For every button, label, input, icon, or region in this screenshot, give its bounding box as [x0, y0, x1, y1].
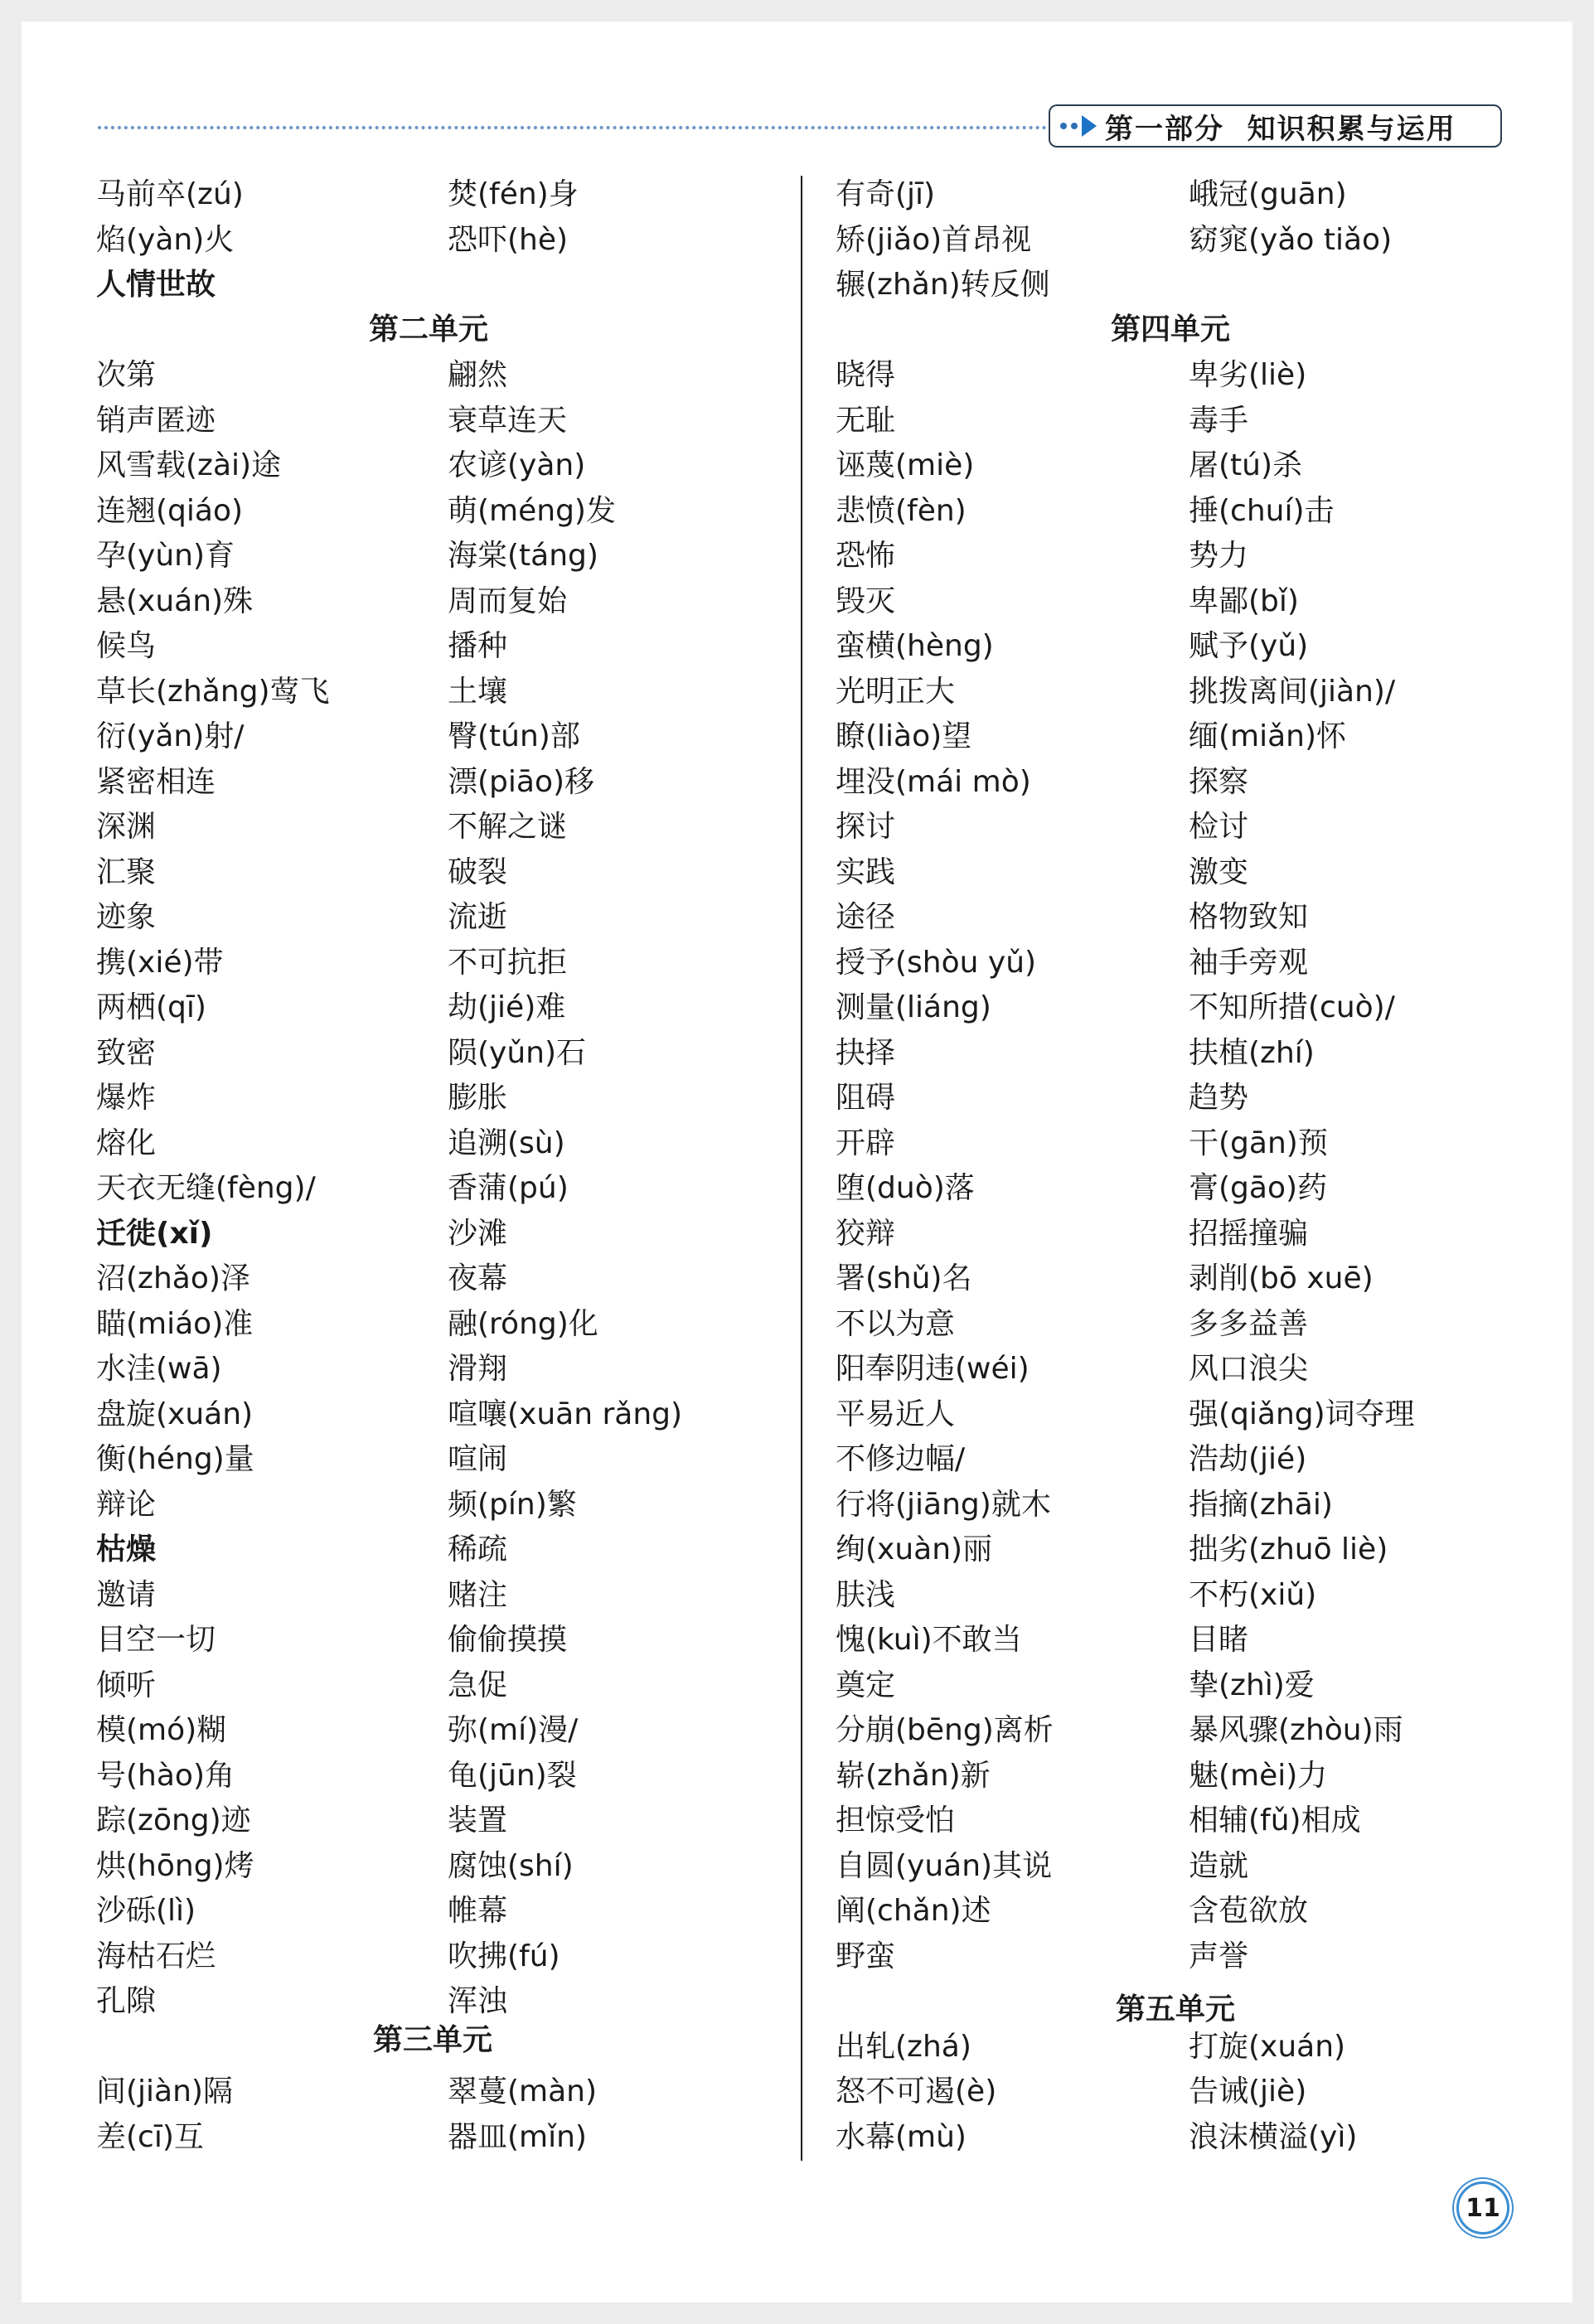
vocab-item: 翩然 [448, 358, 508, 392]
vocab-item: 毁灭 [836, 583, 896, 618]
vocab-item: 翠蔓(màn) [448, 2075, 598, 2109]
vocab-item: 相辅(fǔ)相成 [1189, 1804, 1361, 1837]
vocab-item: 紧密相连 [96, 764, 216, 799]
vocab-item: 膏(gāo)药 [1189, 1171, 1328, 1205]
vocab-item: 衍(yǎn)射/ [96, 719, 245, 753]
vocab-item [448, 263, 682, 308]
section-title: 第一部分 知识积累与运用 [1105, 112, 1456, 146]
vocab-item: 途径 [836, 900, 896, 934]
vocab-item: 孕(yùn)育 [96, 539, 235, 573]
vocab-item: 迁徙(xǐ) [96, 1216, 213, 1251]
vocab-item: 土壤 [448, 674, 508, 709]
vocab-item: 平易近人 [836, 1397, 956, 1431]
vocab-item: 销声匿迹 [96, 403, 216, 438]
vocab-item: 辗(zhǎn)转反侧 [836, 268, 1050, 302]
vocab-item: 龟(jūn)裂 [448, 1758, 577, 1793]
vocab-item: 海枯石烂 [96, 1939, 216, 1973]
vocab-item [96, 308, 330, 354]
vocab-item: 赌注 [448, 1577, 508, 1612]
vocab-item: 浩劫(jié) [1189, 1442, 1307, 1476]
vocab-item: 分崩(bēng)离析 [836, 1713, 1054, 1747]
vocab-item: 出轧(zhá) [836, 2029, 971, 2064]
vocab-item: 恐怖 [836, 539, 896, 573]
vocab-item: 无耻 [836, 403, 896, 438]
vocab-item: 自圆(yuán)其说 [836, 1848, 1053, 1883]
vocab-item: 崭(zhǎn)新 [836, 1758, 991, 1793]
vocab-item: 器皿(mǐn) [448, 2119, 587, 2154]
vocab-item: 两栖(qī) [96, 990, 206, 1024]
vocab-item: 不可抗拒 [448, 945, 568, 980]
vocab-item: 农谚(yàn) [448, 448, 586, 482]
vocab-item: 干(gān)预 [1189, 1126, 1328, 1160]
vocab-item: 盘旋(xuán) [96, 1397, 254, 1431]
section-header-tab [1049, 104, 1502, 148]
unit-heading-3: 第三单元 [372, 2023, 493, 2057]
vocab-item: 趋势 [1189, 1081, 1249, 1115]
vocab-item: 卑劣(liè) [1189, 358, 1307, 392]
vocab-item: 喧闹 [448, 1442, 508, 1476]
vocab-item: 含苞欲放 [1189, 1894, 1309, 1928]
vocab-item: 行将(jiāng)就木 [836, 1487, 1051, 1522]
vocab-item: 熔化 [96, 1126, 157, 1160]
vocab-item: 强(qiǎng)词夺理 [1189, 1397, 1415, 1431]
vocab-item: 毒手 [1189, 403, 1249, 438]
vocab-item: 指摘(zhāi) [1189, 1487, 1333, 1522]
vocab-item: 爆炸 [96, 1081, 157, 1115]
vocab-item: 怒不可遏(è) [836, 2075, 997, 2109]
vocab-item: 不朽(xiǔ) [1189, 1577, 1317, 1612]
header-dotted-rule [98, 126, 1047, 129]
vocab-item: 迹象 [96, 900, 157, 934]
vocab-item: 不以为意 [836, 1306, 956, 1341]
vocab-item: 窈窕(yǎo tiǎo) [1189, 222, 1393, 257]
vocab-item: 装置 [448, 1804, 508, 1837]
vocab-item: 蛮横(hèng) [836, 629, 994, 663]
vocab-item: 阐(chǎn)述 [836, 1894, 991, 1928]
vocab-item: 造就 [1189, 1848, 1249, 1883]
vocab-item: 漂(piāo)移 [448, 764, 595, 799]
vocab-item: 抉择 [836, 1035, 896, 1070]
vocab-item: 滑翔 [448, 1352, 508, 1386]
vocab-item: 劫(jié)难 [448, 990, 566, 1024]
vocab-item: 瞭(liào)望 [836, 719, 972, 753]
vocab-item: 测量(liáng) [836, 990, 991, 1024]
vocab-item: 声誉 [1189, 1939, 1249, 1973]
vocab-item: 捶(chuí)击 [1189, 493, 1335, 528]
vocab-item: 探察 [1189, 764, 1249, 799]
vocab-item: 堕(duò)落 [836, 1171, 975, 1205]
vocab-item: 弥(mí)漫/ [448, 1713, 579, 1747]
vocab-item: 卑鄙(bǐ) [1189, 583, 1299, 618]
vocab-item: 急促 [448, 1668, 508, 1702]
vocab-item: 目睹 [1189, 1623, 1249, 1657]
vocab-item: 屠(tú)杀 [1189, 448, 1303, 482]
vocab-item: 携(xié)带 [96, 945, 224, 980]
vocab-item: 水洼(wā) [96, 1352, 222, 1386]
vocab-item: 邀请 [96, 1577, 157, 1612]
vocab-item: 袖手旁观 [1189, 945, 1309, 980]
vocab-item: 担惊受怕 [836, 1804, 956, 1837]
vocab-item: 枯燥 [96, 1532, 157, 1566]
vocab-item: 天衣无缝(fèng)/ [96, 1171, 316, 1205]
vocab-item [96, 2025, 330, 2070]
vocab-item: 帷幕 [448, 1894, 508, 1928]
vocab-item: 暴风骤(zhòu)雨 [1189, 1713, 1403, 1747]
vocab-item: 致密 [96, 1035, 157, 1070]
vocab-item: 检讨 [1189, 810, 1249, 844]
vocab-item: 魅(mèi)力 [1189, 1758, 1328, 1793]
vocab-item: 倾听 [96, 1668, 157, 1702]
vocab-item: 夜幕 [448, 1261, 508, 1295]
vocab-item: 光明正大 [836, 674, 956, 709]
vocab-item: 探讨 [836, 810, 896, 844]
vocab-item: 有奇(jī) [836, 177, 936, 211]
vocab-item: 破裂 [448, 855, 508, 889]
vocab-item: 膨胀 [448, 1081, 508, 1115]
vocab-item: 署(shǔ)名 [836, 1261, 972, 1295]
bullet-dots-icon [1060, 123, 1082, 129]
vocab-item: 烘(hōng)烤 [96, 1848, 254, 1883]
vocab-item: 打旋(xuán) [1189, 2029, 1346, 2064]
vocab-item: 授予(shòu yǔ) [836, 945, 1037, 980]
vocab-item: 号(hào)角 [96, 1758, 235, 1793]
vocab-item: 恐吓(hè) [448, 222, 569, 257]
vocab-item: 埋没(mái mò) [836, 764, 1031, 799]
unit-heading-4: 第四单元 [1110, 312, 1231, 346]
vocab-item: 格物致知 [1189, 900, 1309, 934]
vocab-item: 激变 [1189, 855, 1249, 889]
page-number: 11 [1456, 2181, 1509, 2234]
vocab-item: 绚(xuàn)丽 [836, 1532, 993, 1566]
vocab-item: 稀疏 [448, 1532, 508, 1566]
vocab-item: 衡(héng)量 [96, 1442, 254, 1476]
vocab-item: 不解之谜 [448, 810, 568, 844]
vocab-item: 诬蔑(miè) [836, 448, 975, 482]
column-divider [801, 176, 802, 2161]
vocab-column-1 [96, 172, 330, 2160]
vocab-item: 目空一切 [96, 1623, 216, 1657]
vocab-item: 势力 [1189, 539, 1249, 573]
vocab-item [1189, 263, 1415, 308]
vocab-item: 多多益善 [1189, 1306, 1309, 1341]
vocab-item: 瞄(miáo)准 [96, 1306, 254, 1341]
vocab-item: 融(róng)化 [448, 1306, 598, 1341]
vocab-item: 剥削(bō xuē) [1189, 1261, 1374, 1295]
vocab-item: 模(mó)糊 [96, 1713, 227, 1747]
vocab-item: 偷偷摸摸 [448, 1623, 568, 1657]
vocab-item: 野蛮 [836, 1939, 896, 1973]
vocab-item: 晓得 [836, 358, 896, 392]
vocab-item: 喧嚷(xuān rǎng) [448, 1397, 683, 1431]
vocab-item: 次第 [96, 358, 157, 392]
vocab-item: 萌(méng)发 [448, 493, 616, 528]
vocab-item: 深渊 [96, 810, 157, 844]
vocab-item: 频(pín)繁 [448, 1487, 577, 1522]
vocab-item: 挚(zhì)爱 [1189, 1668, 1315, 1702]
vocab-item: 风口浪尖 [1189, 1352, 1309, 1386]
vocab-item: 周而复始 [448, 583, 568, 618]
vocab-item: 赋予(yǔ) [1189, 629, 1309, 663]
vocab-item: 肤浅 [836, 1577, 896, 1612]
vocab-item: 差(cī)互 [96, 2119, 204, 2154]
vocab-item: 沙砾(lì) [96, 1894, 196, 1928]
vocab-item: 沼(zhǎo)泽 [96, 1261, 250, 1295]
vocab-item: 浑浊 [448, 1984, 508, 2018]
vocab-item: 奠定 [836, 1668, 896, 1702]
vocab-item: 连翘(qiáo) [96, 493, 244, 528]
vocab-item: 腐蚀(shí) [448, 1848, 574, 1883]
vocab-item: 人情世故 [96, 268, 216, 302]
vocab-item: 狡辩 [836, 1216, 896, 1251]
vocab-item: 告诫(jiè) [1189, 2075, 1307, 2109]
vocab-item: 不知所措(cuò)/ [1189, 990, 1395, 1024]
vocab-item: 踪(zōng)迹 [96, 1804, 251, 1837]
vocab-item [836, 308, 1054, 354]
unit-heading-2: 第二单元 [368, 312, 489, 346]
vocab-item: 候鸟 [96, 629, 157, 663]
vocab-item: 辩论 [96, 1487, 157, 1522]
vocab-item: 阳奉阴违(wéi) [836, 1352, 1030, 1386]
vocab-item: 追溯(sù) [448, 1126, 565, 1160]
vocab-item: 播种 [448, 629, 508, 663]
arrow-right-icon [1082, 115, 1097, 137]
vocab-item [836, 1979, 1054, 2025]
vocab-item: 孔隙 [96, 1984, 157, 2018]
vocab-item: 缅(miǎn)怀 [1189, 719, 1347, 753]
vocab-item: 悬(xuán)殊 [96, 583, 254, 618]
vocab-item: 吹拂(fú) [448, 1939, 560, 1973]
vocab-item: 间(jiàn)隔 [96, 2075, 233, 2109]
vocab-item: 浪沫横溢(yì) [1189, 2119, 1358, 2154]
vocab-column-2 [448, 172, 682, 2160]
vocab-item: 阻碍 [836, 1081, 896, 1115]
vocab-item: 愧(kuì)不敢当 [836, 1623, 1022, 1657]
vocab-item: 焰(yàn)火 [96, 222, 235, 257]
vocab-item: 扶植(zhí) [1189, 1035, 1315, 1070]
vocab-item: 焚(fén)身 [448, 177, 579, 211]
vocab-item: 沙滩 [448, 1216, 508, 1251]
vocab-item: 水幕(mù) [836, 2119, 967, 2154]
vocab-item: 流逝 [448, 900, 508, 934]
vocab-item: 拙劣(zhuō liè) [1189, 1532, 1388, 1566]
vocab-item: 实践 [836, 855, 896, 889]
vocab-item: 马前卒(zú) [96, 177, 244, 211]
vocab-item: 峨冠(guān) [1189, 177, 1347, 211]
vocab-item: 招摇撞骗 [1189, 1216, 1309, 1251]
vocab-item: 汇聚 [96, 855, 157, 889]
vocab-item: 香蒲(pú) [448, 1171, 569, 1205]
vocab-column-4 [1189, 172, 1415, 2160]
vocab-item: 海棠(táng) [448, 539, 598, 573]
vocab-column-3 [836, 172, 1054, 2160]
unit-heading-5: 第五单元 [1115, 1992, 1236, 2026]
vocab-item: 挑拨离间(jiàn)/ [1189, 674, 1396, 709]
vocab-item: 臀(tún)部 [448, 719, 580, 753]
vocab-item: 开辟 [836, 1126, 896, 1160]
vocab-item: 悲愤(fèn) [836, 493, 967, 528]
vocab-item: 草长(zhǎng)莺飞 [96, 674, 330, 709]
vocab-item: 矫(jiǎo)首昂视 [836, 222, 1032, 257]
vocab-item: 风雪载(zài)途 [96, 448, 282, 482]
vocab-item: 衰草连天 [448, 403, 568, 438]
vocab-item: 陨(yǔn)石 [448, 1035, 587, 1070]
vocab-item: 不修边幅/ [836, 1442, 966, 1476]
